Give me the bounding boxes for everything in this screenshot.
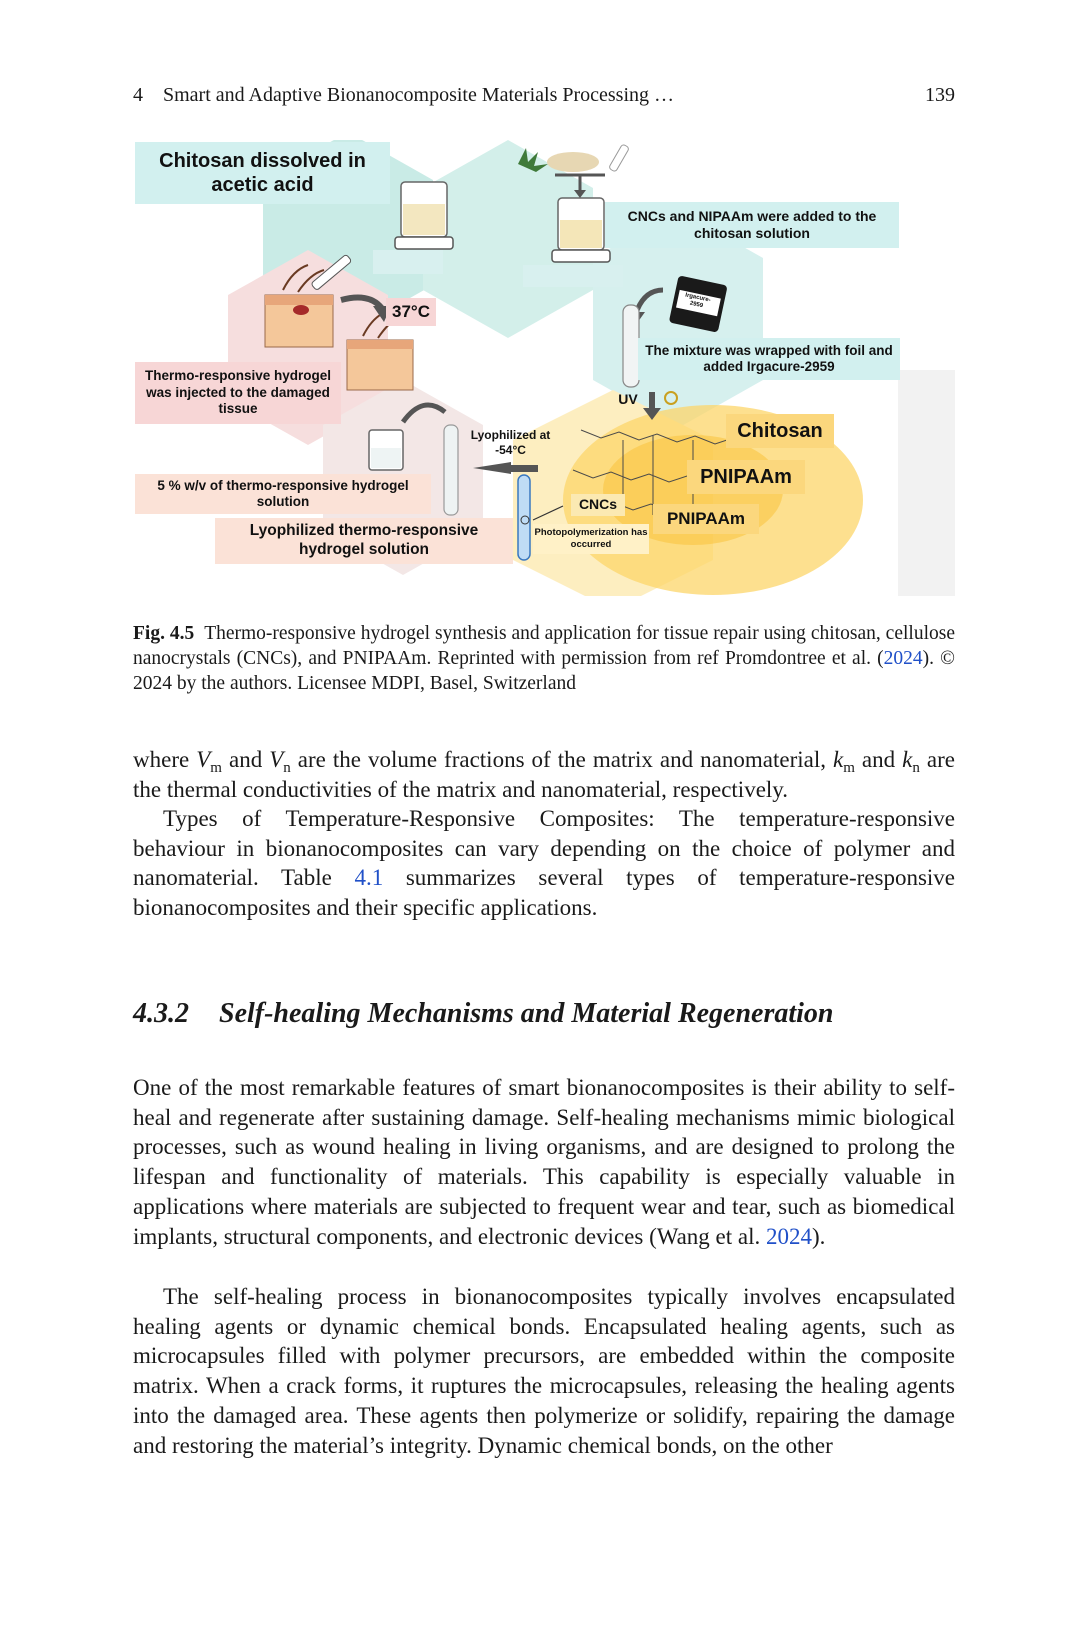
page-number: 139 [925, 84, 955, 106]
symbol-kn: k [902, 747, 913, 772]
chapter-number: 4 [133, 84, 143, 106]
paragraph-types [133, 804, 955, 923]
caption-text-end: ). © 2024 by the authors. Licensee MDPI, Basel, Switzerland [133, 648, 955, 694]
paragraph-variables [133, 745, 955, 804]
text-segment: are the volume fractions of the matrix and nanomaterial, [290, 747, 833, 772]
label-37c: 37°C [386, 298, 436, 326]
paragraph-text: The self-healing process in bionanocomposites typically involves encapsulated healing agents or dynamic chemical bonds. Encapsulated healing agents, such as microcapsules filled with polymer precursors, are embedded within the composite matrix. When a crack forms, it ruptures the microcapsules, releasing the healing agents into the damaged area. These agents then polymerize or solidify, repairing the damage and restoring the material’s integrity. Dynamic chemical bonds, on the other [133, 1284, 955, 1458]
caption-text: Thermo-responsive hydrogel synthesis and application for tissue repair using chitosan, cellulose nanocrystals (CNCs), and PNIPAAm. Reprinted with permission from ref Promdontree et al. ( [133, 623, 955, 669]
beaker-chitosan [395, 182, 453, 249]
subscript: n [283, 760, 291, 776]
figure-label: Fig. 4.5 [133, 623, 195, 644]
text-segment: Types of Temperature-Responsive Composites: The temperature-responsive behaviour in bionanocomposites can vary depending on the choice of polymer and nanomaterial. Table [133, 806, 955, 891]
label-pnipaam-1: PNIPAAm [687, 460, 805, 494]
test-tube-right [623, 305, 639, 387]
chapter-title: Smart and Adaptive Bionanocomposite Materials Processing … [163, 84, 675, 106]
beaker-hydrogel [369, 430, 403, 470]
label-irgacure-jar: Irgacure-2959 [684, 292, 712, 310]
text-segment: summarizes several types of temperature-responsive bionanocomposites and their specific applications. [133, 865, 956, 921]
label-chitosan: Chitosan [726, 414, 834, 448]
label-five-percent: 5 % w/v of thermo-responsive hydrogel solution [135, 474, 431, 514]
label-mixture-wrapped: The mixture was wrapped with foil and added Irgacure-2959 [638, 338, 900, 380]
subscript: n [912, 760, 920, 776]
section-number: 4.3.2 [133, 998, 189, 1029]
label-chitosan-dissolved: Chitosan dissolved in acetic acid [135, 142, 390, 204]
caption-year-link[interactable]: 2024 [883, 648, 923, 669]
figure-4-5 [133, 140, 955, 596]
label-injected: Thermo-responsive hydrogel was injected to the damaged tissue [135, 362, 341, 424]
lyophilized-tube [444, 425, 458, 515]
figure-caption [133, 621, 955, 696]
subscript: m [843, 760, 855, 776]
label-uv: UV [618, 391, 638, 408]
label-photopolymerization: Photopolymerization has occurred [533, 524, 649, 554]
text-segment: are the thermal conductivities of the matrix and nanomaterial, respectively. [133, 747, 955, 802]
text-segment: ). [812, 1223, 826, 1249]
label-lyophilized-at: Lyophilized at -54°C [470, 428, 551, 457]
citation-year-link[interactable]: 2024 [766, 1223, 812, 1249]
section-title: Self-healing Mechanisms and Material Regeneration [219, 998, 834, 1029]
section-heading [133, 998, 955, 1030]
paragraph-self-heal-intro [133, 1073, 955, 1251]
label-cncs: CNCs [571, 494, 625, 516]
small-tube [609, 144, 630, 172]
text-segment: and [221, 747, 270, 772]
running-header [133, 84, 955, 114]
symbol-vn: V [269, 747, 284, 772]
symbol-km: k [833, 747, 844, 772]
label-cncs-nipaam: CNCs and NIPAAm were added to the chitosan solution [605, 202, 899, 248]
label-pnipaam-2: PNIPAAm [653, 504, 759, 534]
text-segment: where [133, 747, 197, 772]
text-segment: and [854, 747, 903, 772]
symbol-vm: V [196, 747, 211, 772]
subscript: m [210, 760, 222, 776]
beaker-cncs-nipaam [552, 198, 610, 262]
paragraph-self-heal-process [133, 1282, 955, 1460]
powder-pile [547, 152, 599, 172]
text-segment: One of the most remarkable features of smart bionanocomposites is their ability to self-heal and regenerate after sustaining damage. Self-healing mechanisms mimic biological processes, such as wound healing in living organisms, and are designed to prolong the lifespan and functionality of materials. This capability is especially valuable in applications where materials are subjected to frequent wear and tear, such as biomedical implants, structural components, and electronic devices (Wang et al. [133, 1075, 955, 1249]
table-link[interactable]: 4.1 [354, 865, 384, 891]
label-lyophilized-solution: Lyophilized thermo-responsive hydrogel solution [215, 518, 513, 564]
